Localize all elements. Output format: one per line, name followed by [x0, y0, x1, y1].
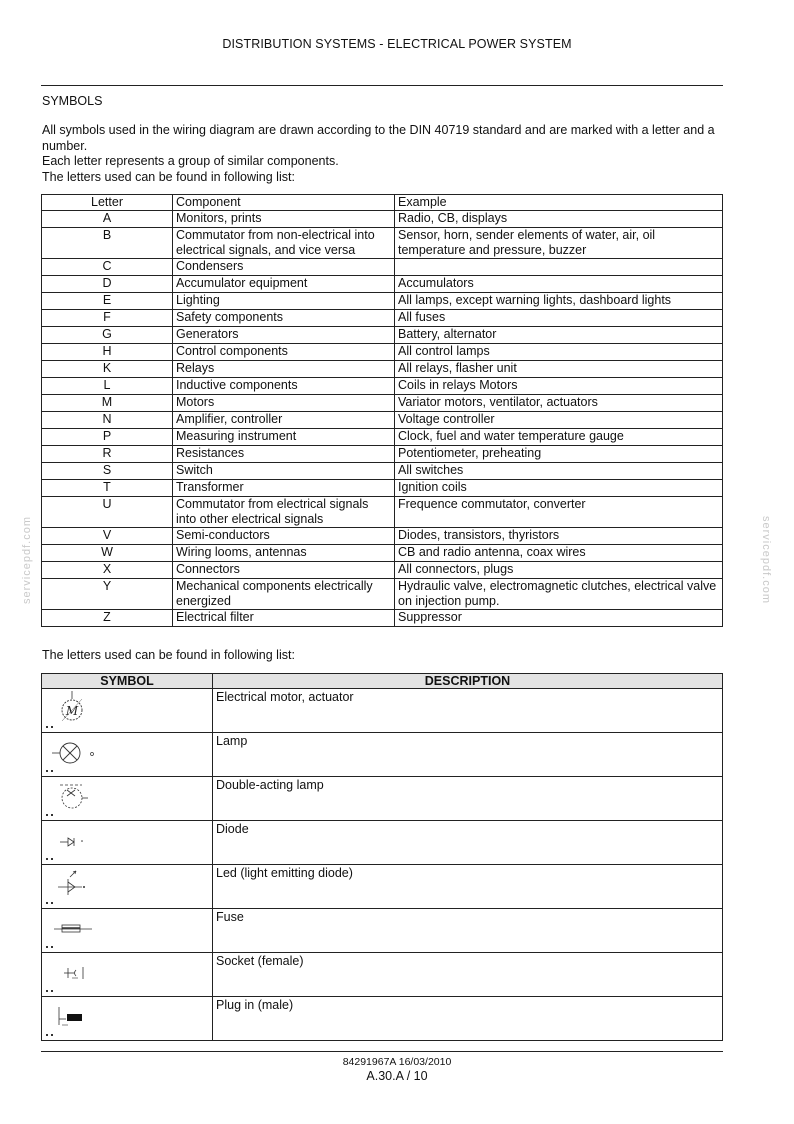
example-cell: Potentiometer, preheating: [395, 446, 723, 463]
component-cell: Wiring looms, antennas: [173, 545, 395, 562]
table-row: [42, 412, 723, 429]
example-cell: Hydraulic valve, electromagnetic clutches, electrical valve on injection pump.: [395, 579, 723, 610]
example-cell: Diodes, transistors, thyristors: [395, 528, 723, 545]
example-cell: Radio, CB, displays: [395, 211, 723, 228]
symbol-cell: [42, 777, 213, 821]
header-rule: [41, 85, 723, 86]
example-cell: Frequence commutator, converter: [395, 497, 723, 528]
symbol-cell: [42, 733, 213, 777]
letter-cell: M: [42, 395, 173, 412]
symbols-intro-text: The letters used can be found in following list:: [42, 648, 295, 662]
table-row: [42, 228, 723, 259]
page-number: A.30.A / 10: [366, 1069, 428, 1083]
component-cell: Inductive components: [173, 378, 395, 395]
letter-cell: R: [42, 446, 173, 463]
letter-cell: S: [42, 463, 173, 480]
component-cell: Semi-conductors: [173, 528, 395, 545]
component-cell: Condensers: [173, 259, 395, 276]
symbol-cell: [42, 865, 213, 909]
led-symbol-icon: [42, 865, 212, 907]
letter-cell: B: [42, 228, 173, 259]
letter-cell: L: [42, 378, 173, 395]
table-row: [42, 821, 723, 865]
example-cell: All connectors, plugs: [395, 562, 723, 579]
component-cell: Amplifier, controller: [173, 412, 395, 429]
symbol-cell: [42, 689, 213, 733]
table-row: [42, 480, 723, 497]
symbol-description: Lamp: [213, 733, 723, 777]
page-header-title: DISTRIBUTION SYSTEMS - ELECTRICAL POWER SYSTEM: [222, 37, 572, 51]
letter-cell: P: [42, 429, 173, 446]
letter-cell: K: [42, 361, 173, 378]
letter-cell: H: [42, 344, 173, 361]
component-cell: Commutator from non-electrical into electrical signals, and vice versa: [173, 228, 395, 259]
letter-cell: C: [42, 259, 173, 276]
example-cell: Ignition coils: [395, 480, 723, 497]
example-cell: Variator motors, ventilator, actuators: [395, 395, 723, 412]
plug-symbol-icon: [42, 997, 212, 1039]
table-row: [42, 293, 723, 310]
letter-cell: N: [42, 412, 173, 429]
table-row: [42, 528, 723, 545]
table-row: [42, 865, 723, 909]
double-acting-lamp-symbol-icon: [42, 777, 212, 819]
letter-cell: Z: [42, 610, 173, 627]
table-row: [42, 259, 723, 276]
letter-cell: V: [42, 528, 173, 545]
table-row: [42, 689, 723, 733]
table-row: [42, 378, 723, 395]
table-row: [42, 610, 723, 627]
column-header-example: Example: [395, 195, 723, 211]
lamp-symbol-icon: [42, 733, 212, 775]
component-cell: Switch: [173, 463, 395, 480]
symbol-description: Plug in (male): [213, 997, 723, 1041]
socket-symbol-icon: [42, 953, 212, 995]
component-cell: Measuring instrument: [173, 429, 395, 446]
diode-symbol-icon: [42, 821, 212, 863]
component-cell: Monitors, prints: [173, 211, 395, 228]
example-cell: Voltage controller: [395, 412, 723, 429]
example-cell: Suppressor: [395, 610, 723, 627]
column-header-symbol: SYMBOL: [42, 674, 213, 689]
symbol-description: Diode: [213, 821, 723, 865]
column-header-letter: Letter: [42, 195, 173, 211]
letter-cell: D: [42, 276, 173, 293]
table-row: [42, 733, 723, 777]
letter-cell: A: [42, 211, 173, 228]
table-row: [42, 395, 723, 412]
symbol-cell: [42, 997, 213, 1041]
table-row: [42, 997, 723, 1041]
symbol-cell: [42, 821, 213, 865]
letter-cell: Y: [42, 579, 173, 610]
watermark-left: servicepdf.com: [21, 516, 33, 604]
example-cell: All switches: [395, 463, 723, 480]
component-cell: Mechanical components electrically energized: [173, 579, 395, 610]
example-cell: CB and radio antenna, coax wires: [395, 545, 723, 562]
component-cell: Electrical filter: [173, 610, 395, 627]
table-row: [42, 777, 723, 821]
table-row: [42, 361, 723, 378]
letter-cell: W: [42, 545, 173, 562]
intro-paragraph: The letters used can be found in following list:: [42, 169, 295, 184]
symbol-description: Led (light emitting diode): [213, 865, 723, 909]
component-cell: Safety components: [173, 310, 395, 327]
symbols-table-header-row: [42, 674, 723, 689]
example-cell: Accumulators: [395, 276, 723, 293]
letter-cell: E: [42, 293, 173, 310]
example-cell: Coils in relays Motors: [395, 378, 723, 395]
example-cell: [395, 259, 723, 276]
symbol-cell: [42, 953, 213, 997]
letters-table-header-row: [42, 195, 723, 211]
example-cell: All relays, flasher unit: [395, 361, 723, 378]
table-row: [42, 545, 723, 562]
table-row: [42, 463, 723, 480]
example-cell: All control lamps: [395, 344, 723, 361]
component-cell: Transformer: [173, 480, 395, 497]
fuse-symbol-icon: [42, 909, 212, 951]
example-cell: All fuses: [395, 310, 723, 327]
motor-letter: M: [65, 704, 79, 718]
letter-cell: F: [42, 310, 173, 327]
motor-symbol-icon: [42, 689, 212, 731]
table-row: [42, 579, 723, 610]
letter-cell: X: [42, 562, 173, 579]
column-header-component: Component: [173, 195, 395, 211]
letter-cell: G: [42, 327, 173, 344]
table-row: [42, 497, 723, 528]
example-cell: Clock, fuel and water temperature gauge: [395, 429, 723, 446]
table-row: [42, 909, 723, 953]
component-cell: Resistances: [173, 446, 395, 463]
symbol-description: Double-acting lamp: [213, 777, 723, 821]
example-cell: Sensor, horn, sender elements of water, air, oil temperature and pressure, buzzer: [395, 228, 723, 259]
symbol-cell: [42, 909, 213, 953]
intro-text: [42, 123, 727, 185]
symbols-table: [41, 673, 723, 1041]
component-cell: Relays: [173, 361, 395, 378]
example-cell: All lamps, except warning lights, dashboard lights: [395, 293, 723, 310]
letters-table: [41, 194, 723, 627]
column-header-description: DESCRIPTION: [213, 674, 723, 689]
component-cell: Control components: [173, 344, 395, 361]
document-code: 84291967A 16/03/2010: [342, 1056, 452, 1068]
symbol-description: Socket (female): [213, 953, 723, 997]
table-row: [42, 562, 723, 579]
table-row: [42, 276, 723, 293]
component-cell: Accumulator equipment: [173, 276, 395, 293]
table-row: [42, 327, 723, 344]
letter-cell: T: [42, 480, 173, 497]
footer-rule: [41, 1051, 723, 1052]
table-row: [42, 446, 723, 463]
component-cell: Motors: [173, 395, 395, 412]
intro-paragraph: All symbols used in the wiring diagram are drawn according to the DIN 40719 standard and are marked with a letter and a number.: [42, 123, 715, 153]
symbol-description: Fuse: [213, 909, 723, 953]
table-row: [42, 429, 723, 446]
letter-cell: U: [42, 497, 173, 528]
table-row: [42, 953, 723, 997]
intro-paragraph: Each letter represents a group of similar components.: [42, 154, 339, 168]
watermark-right: servicepdf.com: [760, 516, 772, 604]
component-cell: Connectors: [173, 562, 395, 579]
component-cell: Commutator from electrical signals into other electrical signals: [173, 497, 395, 528]
component-cell: Lighting: [173, 293, 395, 310]
component-cell: Generators: [173, 327, 395, 344]
symbol-description: Electrical motor, actuator: [213, 689, 723, 733]
table-row: [42, 211, 723, 228]
table-row: [42, 310, 723, 327]
example-cell: Battery, alternator: [395, 327, 723, 344]
table-row: [42, 344, 723, 361]
section-title: SYMBOLS: [42, 94, 103, 108]
